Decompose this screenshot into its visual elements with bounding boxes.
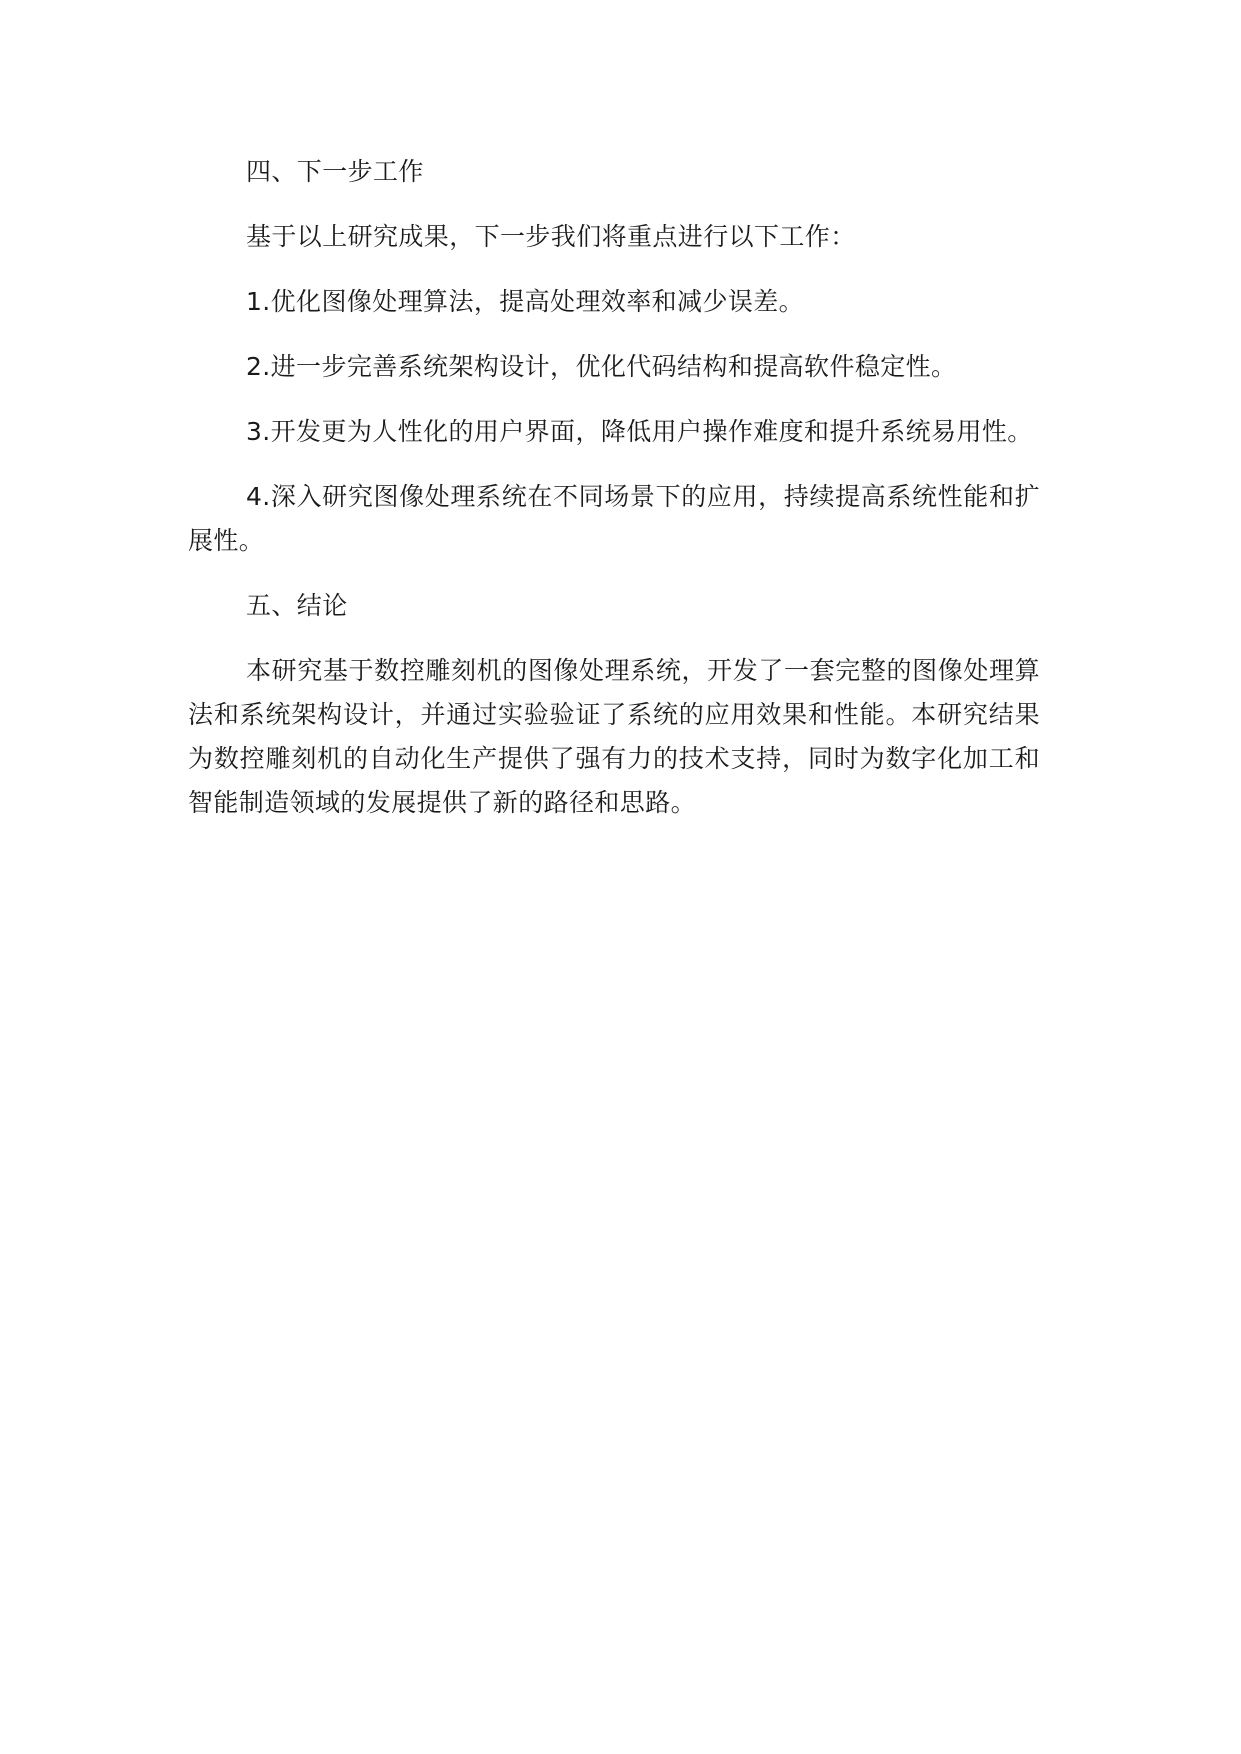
list-item: 3.开发更为人性化的用户界面，降低用户操作难度和提升系统易用性。 (246, 417, 1033, 446)
list-item: 4.深入研究图像处理系统在不同场景下的应用，持续提高系统性能和扩展性。 (188, 482, 1040, 555)
section-heading-next-steps: 四、下一步工作 (246, 157, 424, 186)
document-body (188, 150, 1040, 825)
paragraph-conclusion: 本研究基于数控雕刻机的图像处理系统，开发了一套完整的图像处理算法和系统架构设计，并通过实验验证了系统的应用效果和性能。本研究结果为数控雕刻机的自动化生产提供了强有力的技术支持，同时为数字化加工和智能制造领域的发展提供了新的路径和思路。 (188, 656, 1040, 817)
list-item: 1.优化图像处理算法，提高处理效率和减少误差。 (246, 287, 805, 316)
paragraph-intro: 基于以上研究成果，下一步我们将重点进行以下工作： (246, 222, 856, 251)
section-heading-conclusion: 五、结论 (246, 591, 348, 620)
list-item: 2.进一步完善系统架构设计，优化代码结构和提高软件稳定性。 (246, 352, 957, 381)
